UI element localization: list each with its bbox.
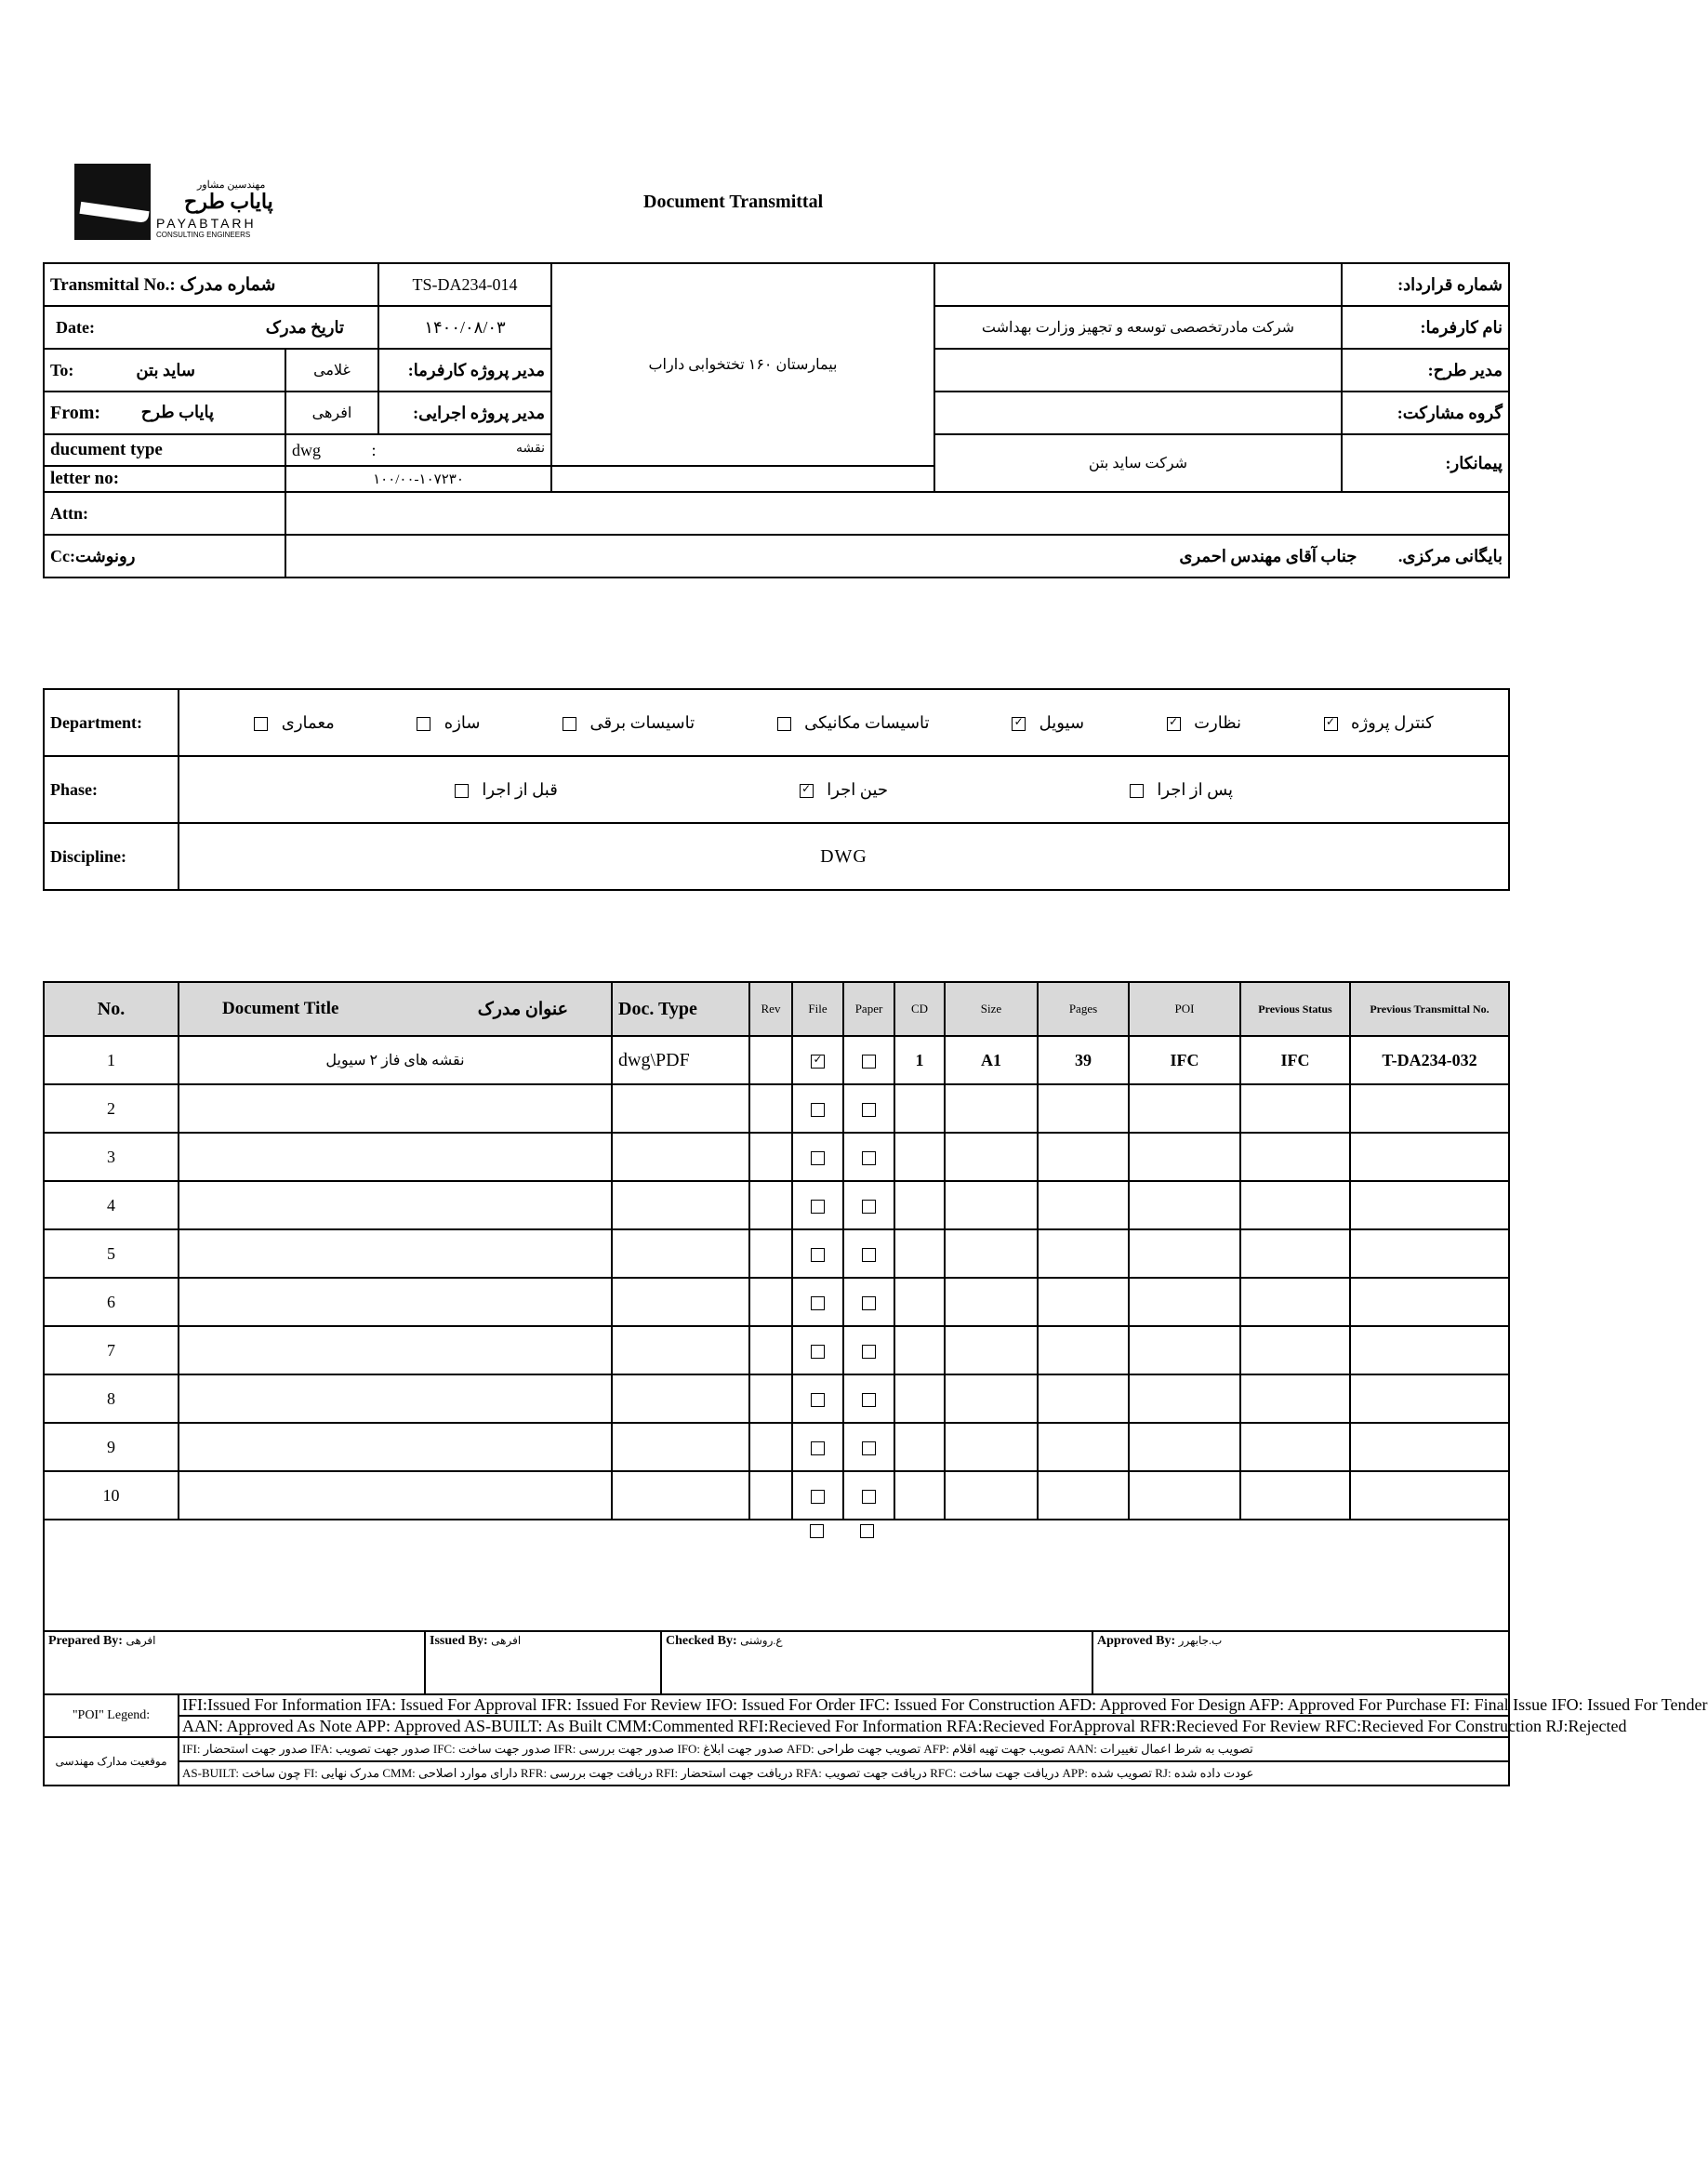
legend-row-1 (44, 1694, 1509, 1716)
from-value: پایاب طرح (140, 402, 214, 421)
phase-option-label: قبل از اجرا (482, 779, 558, 799)
employer-value: شرکت مادرتخصصی توسعه و تجهیز وزارت بهداشت (934, 306, 1342, 349)
department-option (1012, 713, 1084, 733)
file-checkbox[interactable] (811, 1441, 825, 1455)
row-title (179, 1084, 612, 1133)
to-label: To: (50, 360, 74, 379)
from-field (44, 392, 285, 434)
file-checkbox[interactable] (811, 1103, 825, 1117)
to-value: ساید بتن (136, 360, 195, 379)
poi-legend-label: "POI" Legend: (44, 1694, 179, 1737)
row-no: 5 (44, 1229, 179, 1278)
row-cd (894, 1278, 945, 1326)
row-prev-status: IFC (1240, 1036, 1350, 1084)
row-doc-type: dwg\PDF (612, 1036, 749, 1084)
department-checkbox[interactable] (1012, 717, 1026, 731)
project-spacer (551, 466, 934, 492)
paper-checkbox[interactable] (862, 1200, 876, 1214)
table-row (44, 1036, 1509, 1084)
row-file (792, 1036, 843, 1084)
row-rev (749, 1181, 792, 1229)
department-option (1167, 713, 1241, 733)
transmittal-info-table (43, 262, 1510, 578)
row-file (792, 1181, 843, 1229)
poi-legend-line-2: AAN: Approved As Note APP: Approved AS-BUILT: As Built CMM:Commented RFI:Recieved For Information RFA:Recieved ForApproval RFR:Recieved For Review RFC:Recieved For Construction RJ:Rejected (179, 1716, 1509, 1737)
row-file (792, 1084, 843, 1133)
logo-fa-name: پایاب طرح (184, 190, 273, 213)
row-prev-status (1240, 1374, 1350, 1423)
row-doc-type (612, 1278, 749, 1326)
poi-legend-line-1: IFI:Issued For Information IFA: Issued For Approval IFR: Issued For Review IFO: Issued For Order IFC: Issued For Construction AFD: Approved For Design AFP: Approved For Purchase FI: Final Issue IFO: Issued For Tender (179, 1694, 1509, 1716)
phase-option-label: حین اجرا (827, 779, 889, 799)
row-paper (843, 1326, 894, 1374)
row-rev (749, 1374, 792, 1423)
file-checkbox[interactable] (811, 1345, 825, 1359)
col-rev: Rev (749, 982, 792, 1036)
row-file (792, 1423, 843, 1471)
file-checkbox[interactable] (811, 1055, 825, 1069)
col-prev-transmittal: Previous Transmittal No. (1350, 982, 1509, 1036)
exec-pm-label: مدیر پروژه اجرایی: (378, 392, 551, 434)
row-pages (1038, 1471, 1129, 1520)
paper-checkbox[interactable] (862, 1441, 876, 1455)
table-row (44, 1181, 1509, 1229)
design-manager-value (934, 349, 1342, 392)
to-field (44, 349, 285, 392)
row-pages (1038, 1181, 1129, 1229)
file-checkbox[interactable] (811, 1393, 825, 1407)
department-options (179, 689, 1509, 756)
row-poi (1129, 1374, 1240, 1423)
row-prev-transmittal: T-DA234-032 (1350, 1036, 1509, 1084)
row-pages (1038, 1133, 1129, 1181)
row-rev (749, 1229, 792, 1278)
issued-by (426, 1632, 662, 1693)
page-title: Document Transmittal (643, 192, 824, 212)
doc-type-value: dwg (292, 440, 321, 459)
row-title (179, 1326, 612, 1374)
doc-type-field (285, 434, 551, 466)
row-title: نقشه های فاز ۲ سیویل (179, 1036, 612, 1084)
row-prev-status (1240, 1326, 1350, 1374)
table-row (44, 1084, 1509, 1133)
col-file: File (792, 982, 843, 1036)
row-no: 1 (44, 1036, 179, 1084)
phase-checkbox[interactable] (1130, 784, 1144, 798)
department-option-label: تاسیسات برقی (589, 712, 695, 732)
col-size: Size (945, 982, 1038, 1036)
row-size (945, 1471, 1038, 1520)
cc-value (285, 535, 1509, 578)
row-pages: 39 (1038, 1036, 1129, 1084)
phase-option (800, 780, 888, 800)
row-size (945, 1229, 1038, 1278)
documents-table (43, 981, 1708, 1786)
department-checkbox[interactable] (254, 717, 268, 731)
employer-label: نام کارفرما: (1342, 306, 1509, 349)
row-prev-status (1240, 1471, 1350, 1520)
department-checkbox[interactable] (417, 717, 430, 731)
contract-no-label: شماره قرارداد: (1342, 263, 1509, 306)
row-paper (843, 1036, 894, 1084)
project-name: بیمارستان ۱۶۰ تختخوابی داراب (551, 263, 934, 466)
paper-checkbox[interactable] (862, 1296, 876, 1310)
row-poi (1129, 1181, 1240, 1229)
date-label-fa: تاریخ مدرک (265, 317, 344, 337)
phase-option (455, 780, 558, 800)
row-title (179, 1423, 612, 1471)
paper-checkbox[interactable] (862, 1345, 876, 1359)
logo-fa-small: مهندسین مشاور (197, 179, 266, 191)
issued-label: Issued By: (430, 1634, 488, 1648)
row-size (945, 1374, 1038, 1423)
row-doc-type (612, 1326, 749, 1374)
row-rev (749, 1133, 792, 1181)
transmittal-no-value: TS-DA234-014 (378, 263, 551, 306)
file-checkbox[interactable] (811, 1248, 825, 1262)
row-no: 3 (44, 1133, 179, 1181)
paper-checkbox[interactable] (862, 1055, 876, 1069)
row-rev (749, 1471, 792, 1520)
row-doc-type (612, 1133, 749, 1181)
paper-checkbox[interactable] (862, 1490, 876, 1504)
file-checkbox[interactable] (811, 1296, 825, 1310)
table-header-row (44, 982, 1509, 1036)
classification-table (43, 688, 1510, 891)
row-no: 6 (44, 1278, 179, 1326)
row-pages (1038, 1084, 1129, 1133)
row-cd (894, 1374, 945, 1423)
row-file (792, 1133, 843, 1181)
row-prev-transmittal (1350, 1181, 1509, 1229)
col-cd: CD (894, 982, 945, 1036)
date-value: ۱۴۰۰/۰۸/۰۳ (378, 306, 551, 349)
row-pages (1038, 1278, 1129, 1326)
row-cd: 1 (894, 1036, 945, 1084)
row-size (945, 1181, 1038, 1229)
legend-row-2 (44, 1716, 1509, 1737)
phase-options (179, 756, 1509, 823)
row-prev-status (1240, 1084, 1350, 1133)
row-no: 4 (44, 1181, 179, 1229)
row-rev (749, 1423, 792, 1471)
logo-en-sub: CONSULTING ENGINEERS (156, 231, 251, 239)
issued-value: افرهی (491, 1634, 522, 1647)
department-option (254, 713, 335, 733)
phase-label: Phase: (44, 756, 179, 823)
row-prev-transmittal (1350, 1471, 1509, 1520)
paper-checkbox[interactable] (862, 1103, 876, 1117)
row-cd (894, 1181, 945, 1229)
signatures-row (44, 1631, 1509, 1694)
col-prev-status: Previous Status (1240, 982, 1350, 1036)
row-poi (1129, 1278, 1240, 1326)
row-cd (894, 1133, 945, 1181)
row-prev-transmittal (1350, 1374, 1509, 1423)
company-logo (74, 164, 288, 242)
row-prev-status (1240, 1278, 1350, 1326)
row-prev-transmittal (1350, 1084, 1509, 1133)
department-option-label: سیویل (1039, 712, 1085, 732)
row-no: 10 (44, 1471, 179, 1520)
row-prev-status (1240, 1181, 1350, 1229)
doc-type-fa: نقشه (516, 441, 545, 456)
row-title (179, 1229, 612, 1278)
to-person: غلامی (285, 349, 378, 392)
paper-checkbox[interactable] (862, 1248, 876, 1262)
cc-person: جناب آقای مهندس احمری (1179, 546, 1357, 565)
row-size (945, 1133, 1038, 1181)
row-doc-type (612, 1181, 749, 1229)
checked-by (662, 1632, 1093, 1693)
row-prev-transmittal (1350, 1278, 1509, 1326)
phase-option-label: پس از اجرا (1157, 779, 1234, 799)
paper-checkbox[interactable] (862, 1151, 876, 1165)
col-title-fa: عنوان مدرک (477, 999, 568, 1019)
department-checkbox[interactable] (563, 717, 576, 731)
department-checkbox[interactable] (1167, 717, 1181, 731)
row-title (179, 1133, 612, 1181)
department-option-label: کنترل پروژه (1351, 712, 1434, 732)
row-file (792, 1326, 843, 1374)
row-pages (1038, 1326, 1129, 1374)
row-rev (749, 1036, 792, 1084)
row-poi (1129, 1133, 1240, 1181)
row-paper (843, 1084, 894, 1133)
logo-en-name: PAYABTARH (156, 216, 257, 231)
phase-option (1130, 780, 1233, 800)
row-paper (843, 1374, 894, 1423)
cc-archive: بایگانی مرکزی. (1397, 546, 1503, 565)
extra-row (44, 1520, 1509, 1631)
contract-no-value (934, 263, 1342, 306)
row-poi (1129, 1229, 1240, 1278)
contractor-label: پیمانکار: (1342, 434, 1509, 492)
prepared-value: افرهی (126, 1634, 156, 1647)
row-paper (843, 1181, 894, 1229)
from-label: From: (50, 402, 101, 423)
approved-label: Approved By: (1097, 1634, 1176, 1648)
table-row (44, 1326, 1509, 1374)
attn-label: Attn: (44, 492, 285, 535)
status-legend-line-1: IFI: صدور جهت استحضار IFA: صدور جهت تصویب IFC: صدور جهت ساخت IFR: صدور جهت بررسی IFO: صدور جهت ابلاغ AFD: تصویب جهت طراحی AFP: تصویب جهت تهیه اقلام AAN: تصویب به شرط اعمال تغییرات (179, 1737, 1509, 1761)
row-prev-status (1240, 1423, 1350, 1471)
phase-checkbox[interactable] (455, 784, 469, 798)
legend-row-4 (44, 1761, 1509, 1786)
file-checkbox[interactable] (811, 1200, 825, 1214)
checked-label: Checked By: (666, 1634, 737, 1648)
table-row (44, 1423, 1509, 1471)
prepared-by (45, 1632, 426, 1693)
row-file (792, 1229, 843, 1278)
row-paper (843, 1229, 894, 1278)
department-option-label: سازه (444, 712, 481, 732)
row-cd (894, 1084, 945, 1133)
row-file (792, 1278, 843, 1326)
row-paper (843, 1423, 894, 1471)
status-legend-line-2: AS-BUILT: چون ساخت FI: مدرک نهایی CMM: دارای موارد اصلاحی RFR: دریافت جهت بررسی RFI: دریافت جهت استحضار RFA: دریافت جهت تصویب RFC: دریافت جهت ساخت APP: تصویب شده RJ: عودت داده شده (179, 1761, 1509, 1786)
extra-file-checkbox[interactable] (810, 1524, 824, 1538)
row-file (792, 1471, 843, 1520)
row-poi (1129, 1326, 1240, 1374)
department-option-label: نظارت (1194, 712, 1241, 732)
row-prev-status (1240, 1229, 1350, 1278)
row-file (792, 1374, 843, 1423)
col-no: No. (44, 982, 179, 1036)
row-rev (749, 1084, 792, 1133)
department-checkbox[interactable] (777, 717, 791, 731)
department-option (777, 713, 930, 733)
row-title (179, 1471, 612, 1520)
row-size (945, 1084, 1038, 1133)
row-title (179, 1374, 612, 1423)
approved-by (1093, 1632, 1508, 1693)
col-paper: Paper (843, 982, 894, 1036)
date-label-en: Date: (56, 317, 95, 337)
row-paper (843, 1471, 894, 1520)
row-rev (749, 1278, 792, 1326)
table-row (44, 1133, 1509, 1181)
col-pages: Pages (1038, 982, 1129, 1036)
row-poi (1129, 1471, 1240, 1520)
row-rev (749, 1326, 792, 1374)
doc-type-label: ducument type (44, 434, 285, 466)
row-size (945, 1278, 1038, 1326)
row-no: 2 (44, 1084, 179, 1133)
cc-label: Cc:رونوشت (44, 535, 285, 578)
extra-paper-checkbox[interactable] (860, 1524, 874, 1538)
client-pm-label: مدیر پروژه کارفرما: (378, 349, 551, 392)
signatures-cell (44, 1631, 1509, 1694)
row-doc-type (612, 1084, 749, 1133)
row-size: A1 (945, 1036, 1038, 1084)
logo-mark-icon (74, 164, 151, 240)
row-prev-transmittal (1350, 1229, 1509, 1278)
row-cd (894, 1471, 945, 1520)
row-doc-type (612, 1423, 749, 1471)
department-option (417, 713, 480, 733)
col-doc-type: Doc. Type (612, 982, 749, 1036)
discipline-label: Discipline: (44, 823, 179, 890)
row-paper (843, 1278, 894, 1326)
date-label (44, 306, 378, 349)
row-pages (1038, 1423, 1129, 1471)
table-row (44, 1229, 1509, 1278)
discipline-value: DWG (179, 823, 1509, 890)
contractor-value: شرکت ساید بتن (934, 434, 1342, 492)
letter-no-value: ۱۰۰/۰۰-۱۰۷۲۳۰ (285, 466, 551, 492)
transmittal-no-label: Transmittal No.: شماره مدرک (44, 263, 378, 306)
legend-row-3 (44, 1737, 1509, 1761)
attn-value (285, 492, 1509, 535)
row-size (945, 1423, 1038, 1471)
table-row (44, 1374, 1509, 1423)
checked-value: ع.روشنی (740, 1634, 783, 1647)
row-prev-transmittal (1350, 1133, 1509, 1181)
table-row (44, 1471, 1509, 1520)
row-cd (894, 1423, 945, 1471)
department-checkbox[interactable] (1324, 717, 1338, 731)
row-title (179, 1278, 612, 1326)
department-option (563, 713, 695, 733)
partnership-label: گروه مشارکت: (1342, 392, 1509, 434)
row-cd (894, 1229, 945, 1278)
row-no: 7 (44, 1326, 179, 1374)
partnership-value (934, 392, 1342, 434)
row-poi (1129, 1423, 1240, 1471)
row-doc-type (612, 1471, 749, 1520)
phase-checkbox[interactable] (800, 784, 814, 798)
row-pages (1038, 1229, 1129, 1278)
row-paper (843, 1133, 894, 1181)
row-doc-type (612, 1374, 749, 1423)
department-option-label: تاسیسات مکانیکی (804, 712, 930, 732)
from-person: افرهی (285, 392, 378, 434)
department-option (1324, 713, 1434, 733)
prepared-label: Prepared By: (48, 1634, 123, 1648)
row-size (945, 1326, 1038, 1374)
doc-type-sep: : (371, 440, 377, 459)
table-row (44, 1278, 1509, 1326)
row-prev-status (1240, 1133, 1350, 1181)
status-legend-label: موقعیت مدارک مهندسی (44, 1737, 179, 1786)
approved-value: ب.جابهرر (1178, 1634, 1223, 1647)
department-label: Department: (44, 689, 179, 756)
row-prev-transmittal (1350, 1423, 1509, 1471)
row-prev-transmittal (1350, 1326, 1509, 1374)
file-checkbox[interactable] (811, 1490, 825, 1504)
letter-no-label: letter no: (44, 466, 285, 492)
design-manager-label: مدیر طرح: (1342, 349, 1509, 392)
row-no: 9 (44, 1423, 179, 1471)
department-option-label: معماری (281, 712, 335, 732)
col-poi: POI (1129, 982, 1240, 1036)
paper-checkbox[interactable] (862, 1393, 876, 1407)
extra-area (44, 1520, 1509, 1631)
row-doc-type (612, 1229, 749, 1278)
row-title (179, 1181, 612, 1229)
row-no: 8 (44, 1374, 179, 1423)
file-checkbox[interactable] (811, 1151, 825, 1165)
col-title (179, 982, 612, 1036)
row-poi (1129, 1084, 1240, 1133)
col-title-en: Document Title (222, 998, 339, 1018)
row-pages (1038, 1374, 1129, 1423)
row-cd (894, 1326, 945, 1374)
row-poi: IFC (1129, 1036, 1240, 1084)
